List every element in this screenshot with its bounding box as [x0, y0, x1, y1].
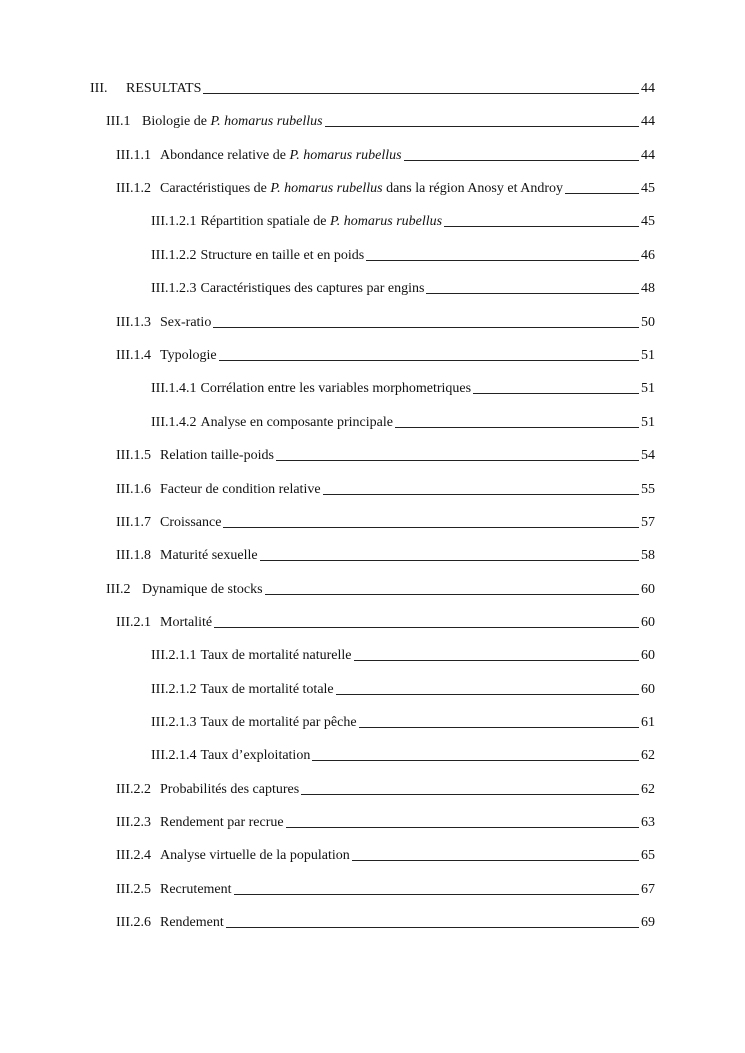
- toc-entry[interactable]: [151, 678, 655, 698]
- toc-entry-number: III.1: [106, 114, 131, 129]
- toc-entry-number: III.1.4.1: [151, 381, 197, 396]
- toc-entry-page: 46: [641, 248, 655, 263]
- toc-entry-number: III.2.4: [116, 848, 151, 863]
- toc-title-species: P. homarus rubellus: [270, 181, 383, 196]
- toc-entry-title: Corrélation entre les variables morphometriques: [200, 381, 472, 396]
- toc-entry-number: III.1.7: [116, 515, 151, 530]
- toc-entry-page: 48: [641, 281, 655, 296]
- toc-leader-line: [214, 626, 639, 628]
- toc-entry-number: III.1.1: [116, 148, 151, 163]
- toc-leader-line: [336, 693, 639, 695]
- toc-entry-page: 57: [641, 515, 655, 530]
- toc-entry-page: 44: [641, 81, 655, 96]
- toc-entry-page: 54: [641, 448, 655, 463]
- toc-entry-page: 45: [641, 214, 655, 229]
- toc-entry-number: III.2.6: [116, 915, 151, 930]
- toc-entry-page: 65: [641, 848, 655, 863]
- toc-leader-line: [444, 225, 639, 227]
- toc-entry-page: 44: [641, 114, 655, 129]
- toc-entry[interactable]: [116, 611, 655, 631]
- toc-entry[interactable]: [106, 110, 655, 130]
- toc-title-species: P. homarus rubellus: [210, 114, 323, 129]
- toc-entry-number: III.1.2.1: [151, 214, 197, 229]
- toc-entry-title: Structure en taille et en poids: [200, 248, 365, 263]
- toc-entry[interactable]: [116, 511, 655, 531]
- toc-leader-line: [366, 259, 639, 261]
- toc-entry-title: Taux de mortalité naturelle: [200, 648, 352, 663]
- toc-entry-title: Mortalité: [160, 615, 213, 630]
- toc-entry-number: III.1.8: [116, 548, 151, 563]
- toc-entry[interactable]: [116, 778, 655, 798]
- toc-leader-line: [219, 359, 639, 361]
- toc-entry-number: III.2.1.3: [151, 715, 197, 730]
- toc-entry[interactable]: [151, 210, 655, 230]
- toc-title-text: Caractéristiques de: [160, 181, 271, 196]
- toc-entry-page: 60: [641, 615, 655, 630]
- toc-entry-title: Taux de mortalité totale: [200, 682, 334, 697]
- toc-entry-title: Relation taille-poids: [160, 448, 274, 463]
- toc-leader-line: [226, 926, 639, 928]
- toc-entry-number: III.: [90, 81, 108, 96]
- toc-entry-title: [201, 214, 443, 230]
- toc-entry-title: Typologie: [160, 348, 217, 363]
- toc-entry[interactable]: [116, 844, 655, 864]
- toc-entry-title: Analyse en composante principale: [200, 415, 393, 430]
- toc-entry-title: Sex-ratio: [160, 315, 212, 330]
- toc-entry-number: III.1.2: [116, 181, 151, 196]
- toc-leader-line: [301, 793, 639, 795]
- toc-entry[interactable]: [151, 644, 655, 664]
- toc-leader-line: [260, 559, 639, 561]
- toc-leader-line: [286, 826, 639, 828]
- toc-entry-number: III.2.1: [116, 615, 151, 630]
- toc-leader-line: [234, 893, 639, 895]
- toc-entry-number: III.2.3: [116, 815, 151, 830]
- toc-entry-title: Maturité sexuelle: [160, 548, 258, 563]
- toc-entry[interactable]: [116, 544, 655, 564]
- toc-entry-page: 60: [641, 682, 655, 697]
- toc-entry-title: Rendement: [160, 915, 224, 930]
- toc-leader-line: [213, 326, 639, 328]
- toc-entry-title: Rendement par recrue: [160, 815, 284, 830]
- toc-entry-number: III.1.4.2: [151, 415, 197, 430]
- toc-entry-page: 60: [641, 582, 655, 597]
- toc-entry-title: Probabilités des captures: [160, 782, 300, 797]
- toc-entry-title: RESULTATS: [126, 81, 202, 96]
- toc-entry[interactable]: [116, 177, 655, 197]
- toc-leader-line: [426, 292, 639, 294]
- toc-entry-title: Dynamique de stocks: [142, 582, 263, 597]
- toc-entry-number: III.1.6: [116, 482, 151, 497]
- toc-entry-page: 62: [641, 748, 655, 763]
- toc-entry-title: [160, 148, 402, 164]
- toc-entry-title: Caractéristiques des captures par engins: [200, 281, 425, 296]
- toc-entry-page: 69: [641, 915, 655, 930]
- toc-entry-title: Croissance: [160, 515, 222, 530]
- toc-leader-line: [325, 125, 639, 127]
- toc-entry[interactable]: [116, 911, 655, 931]
- toc-leader-line: [565, 192, 639, 194]
- toc-entry-page: 58: [641, 548, 655, 563]
- toc-entry[interactable]: [151, 411, 655, 431]
- toc-leader-line: [404, 159, 639, 161]
- toc-leader-line: [352, 859, 639, 861]
- toc-entry-page: 62: [641, 782, 655, 797]
- toc-entry-page: 50: [641, 315, 655, 330]
- toc-entry[interactable]: [151, 711, 655, 731]
- toc-entry[interactable]: [116, 878, 655, 898]
- toc-entry[interactable]: [90, 77, 655, 97]
- toc-entry-number: III.1.4: [116, 348, 151, 363]
- toc-entry[interactable]: [151, 377, 655, 397]
- toc-entry-page: 55: [641, 482, 655, 497]
- toc-entry-number: III.2.2: [116, 782, 151, 797]
- toc-entry-number: III.1.3: [116, 315, 151, 330]
- toc-entry-page: 44: [641, 148, 655, 163]
- toc-leader-line: [323, 493, 639, 495]
- toc-entry-number: III.2.1.2: [151, 682, 197, 697]
- toc-entry-page: 45: [641, 181, 655, 196]
- toc-title-text: Biologie de: [142, 114, 211, 129]
- toc-entry-page: 61: [641, 715, 655, 730]
- toc-title-species: P. homarus rubellus: [289, 148, 402, 163]
- toc-leader-line: [223, 526, 639, 528]
- toc-entry-title: Recrutement: [160, 882, 232, 897]
- toc-entry[interactable]: [116, 478, 655, 498]
- toc-entry-title: Taux de mortalité par pêche: [200, 715, 357, 730]
- toc-leader-line: [473, 392, 639, 394]
- toc-title-species: P. homarus rubellus: [329, 214, 443, 229]
- toc-entry-number: III.1.2.2: [151, 248, 197, 263]
- toc-leader-line: [395, 426, 639, 428]
- toc-entry-title: [160, 181, 563, 197]
- toc-entry-page: 51: [641, 381, 655, 396]
- toc-entry[interactable]: [151, 244, 655, 264]
- toc-entry-number: III.2: [106, 582, 131, 597]
- toc-leader-line: [265, 593, 639, 595]
- toc-leader-line: [354, 659, 639, 661]
- toc-leader-line: [312, 759, 639, 761]
- toc-leader-line: [359, 726, 639, 728]
- toc-entry[interactable]: [116, 344, 655, 364]
- toc-entry-page: 63: [641, 815, 655, 830]
- toc-entry[interactable]: [151, 744, 655, 764]
- toc-entry-title: Taux d’exploitation: [200, 748, 311, 763]
- toc-leader-line: [203, 92, 639, 94]
- toc-entry-number: III.2.1.4: [151, 748, 197, 763]
- toc-entry-title: Facteur de condition relative: [160, 482, 321, 497]
- toc-entry[interactable]: [116, 811, 655, 831]
- toc-entry-title: Analyse virtuelle de la population: [160, 848, 350, 863]
- toc-entry[interactable]: [116, 144, 655, 164]
- toc-title-text: Répartition spatiale de: [200, 214, 330, 229]
- toc-entry-page: 67: [641, 882, 655, 897]
- toc-entry-page: 60: [641, 648, 655, 663]
- toc-title-text: Abondance relative de: [160, 148, 290, 163]
- toc-title-text: dans la région Anosy et Androy: [382, 181, 563, 196]
- toc-leader-line: [276, 459, 639, 461]
- toc-entry[interactable]: [116, 311, 655, 331]
- toc-entry-number: III.1.5: [116, 448, 151, 463]
- toc-entry-page: 51: [641, 348, 655, 363]
- toc-entry-number: III.2.1.1: [151, 648, 197, 663]
- toc-entry[interactable]: [106, 578, 655, 598]
- toc-entry-number: III.2.5: [116, 882, 151, 897]
- toc-entry[interactable]: [116, 444, 655, 464]
- toc-entry-title: [142, 114, 323, 130]
- toc-entry-number: III.1.2.3: [151, 281, 197, 296]
- toc-entry-page: 51: [641, 415, 655, 430]
- toc-entry[interactable]: [151, 277, 655, 297]
